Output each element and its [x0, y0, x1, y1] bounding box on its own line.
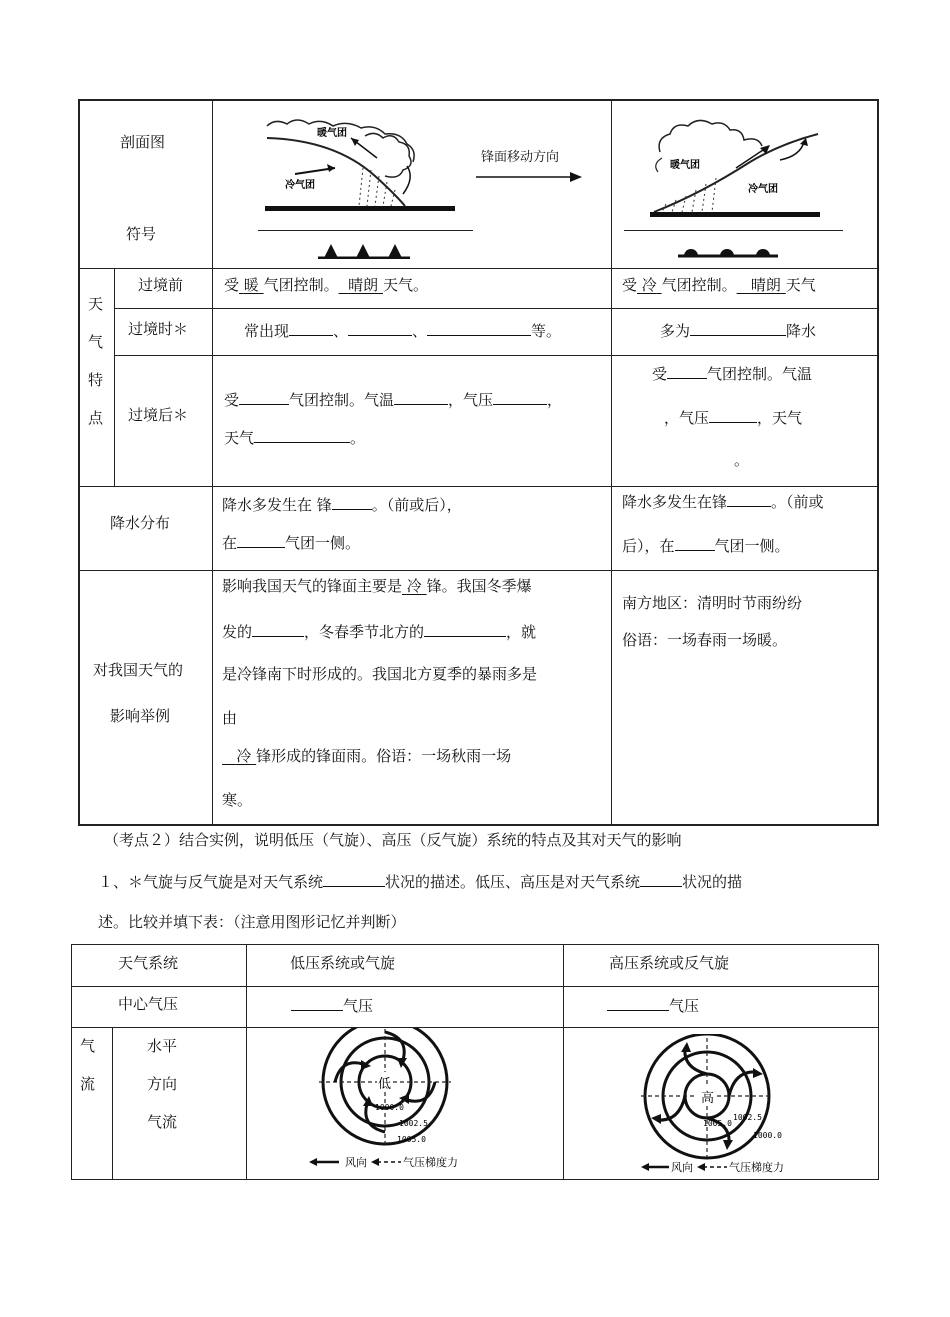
cyclone-center-label: 低 [378, 1077, 392, 1092]
legend-wind: 风向 [345, 1156, 367, 1169]
move-direction-arrow [474, 170, 584, 184]
airflow-sub: 方向 [147, 1075, 178, 1093]
after-warm-front-line3: 。 [734, 451, 750, 469]
cold-mass-label: 冷气团 [748, 184, 778, 195]
influence-label-1: 对我国天气的 [93, 661, 184, 679]
airflow-group-char: 流 [80, 1075, 96, 1093]
warm-mass-label: 暖气团 [317, 128, 347, 139]
warm-front-symbol-line [624, 230, 843, 231]
influence-cold-l2: 发的 ，冬春季节北方的 ，就 [222, 620, 536, 642]
kaodian-heading: （考点２）结合实例，说明低压（气旋）、高压（反气旋）系统的特点及其对天气的影响 [104, 831, 682, 849]
t2-header-high: 高压系统或反气旋 [609, 954, 730, 972]
question-1-line1: １、＊气旋与反气旋是对天气系统 状况的描述。低压、高压是对天气系统 状况的描 [98, 870, 742, 892]
isobar-label: 1000.0 [753, 1131, 782, 1140]
airflow-sub: 气流 [147, 1113, 178, 1131]
precip-cold-front-line1: 降水多发生在 锋 。（前或后）， [222, 493, 462, 515]
weather-group-char: 特 [88, 371, 104, 389]
legend-pgf: 气压梯度力 [729, 1161, 784, 1174]
precip-warm-front-line2: 后），在 气团一侧。 [622, 534, 790, 556]
t2-header-low: 低压系统或气旋 [290, 954, 396, 972]
isobar-label: 1002.5 [733, 1113, 762, 1122]
airflow-group-char: 气 [80, 1037, 96, 1055]
anticyclone-center-label: 高 [701, 1091, 715, 1106]
after-cold-front-line2: 天气 。 [224, 426, 365, 448]
warm-front-diagram [640, 112, 830, 224]
after-warm-front-line1: 受 气团控制。气温 [652, 362, 812, 384]
weather-group-char: 天 [88, 295, 104, 313]
symbol-label: 符号 [126, 225, 157, 243]
during-warm-front: 多为 降水 [660, 319, 816, 341]
legend-wind: 风向 [671, 1161, 693, 1174]
cyclone-diagram [305, 1028, 485, 1178]
isobar-label: 1000.0 [375, 1103, 404, 1112]
anticyclone-diagram [635, 1034, 825, 1174]
t2-header-system: 天气系统 [118, 954, 179, 972]
precip-cold-front-line2: 在 气团一侧。 [222, 531, 360, 553]
during-cold-front: 常出现 、 、 等。 [244, 319, 561, 341]
warm-front-symbol [678, 244, 778, 258]
influence-label-2: 影响举例 [110, 707, 171, 725]
warm-mass-label: 暖气团 [670, 160, 700, 171]
cold-front-symbol [318, 243, 410, 259]
after-warm-front-line2: ，气压 ，天气 [664, 406, 802, 428]
before-warm-front: 受 冷 气团控制。 晴朗 天气 [622, 276, 816, 294]
precip-label: 降水分布 [110, 514, 171, 532]
cold-mass-label: 冷气团 [285, 180, 315, 191]
weather-group-char: 气 [88, 333, 104, 351]
center-pressure-high: 气压 [607, 994, 699, 1016]
legend-pgf: 气压梯度力 [403, 1156, 458, 1169]
influence-cold-l6: 寒。 [222, 791, 253, 809]
isobar-label: 1002.5 [399, 1119, 428, 1128]
after-cold-front-line1: 受 气团控制。气温 ，气压 ， [224, 388, 562, 410]
isobar-label: 1005.0 [397, 1135, 426, 1144]
move-direction-label: 锋面移动方向 [481, 150, 560, 165]
influence-cold-l5: 冷 锋形成的锋面雨。俗语：一场秋雨一场 [236, 747, 512, 765]
influence-cold-l4: 由 [222, 709, 238, 727]
airflow-sub: 水平 [147, 1037, 178, 1055]
section-label: 剖面图 [120, 133, 166, 151]
center-pressure-label: 中心气压 [118, 995, 179, 1013]
isobar-label: 1005.0 [703, 1119, 732, 1128]
weather-group-char: 点 [88, 409, 104, 427]
precip-warm-front-line1: 降水多发生在锋 。（前或 [622, 490, 824, 512]
cold-front-symbol-line [258, 230, 473, 231]
row-label-before: 过境前 [138, 276, 184, 294]
cold-front-diagram [255, 108, 465, 220]
row-label-during: 过境时＊ [128, 320, 189, 338]
question-1-line2: 述。比较并填下表：（注意用图形记忆并判断） [98, 913, 406, 931]
influence-cold-l3: 是冷锋南下时形成的。我国北方夏季的暴雨多是 [222, 665, 538, 683]
before-cold-front: 受 暖 气团控制。 晴朗 天气。 [224, 276, 428, 294]
row-label-after: 过境后＊ [128, 406, 189, 424]
influence-cold-l1: 影响我国天气的锋面主要是 冷 锋。我国冬季爆 [222, 577, 532, 595]
center-pressure-low: 气压 [291, 994, 373, 1016]
influence-warm-l2: 俗语：一场春雨一场暖。 [622, 631, 788, 649]
influence-warm-l1: 南方地区：清明时节雨纷纷 [622, 594, 803, 612]
